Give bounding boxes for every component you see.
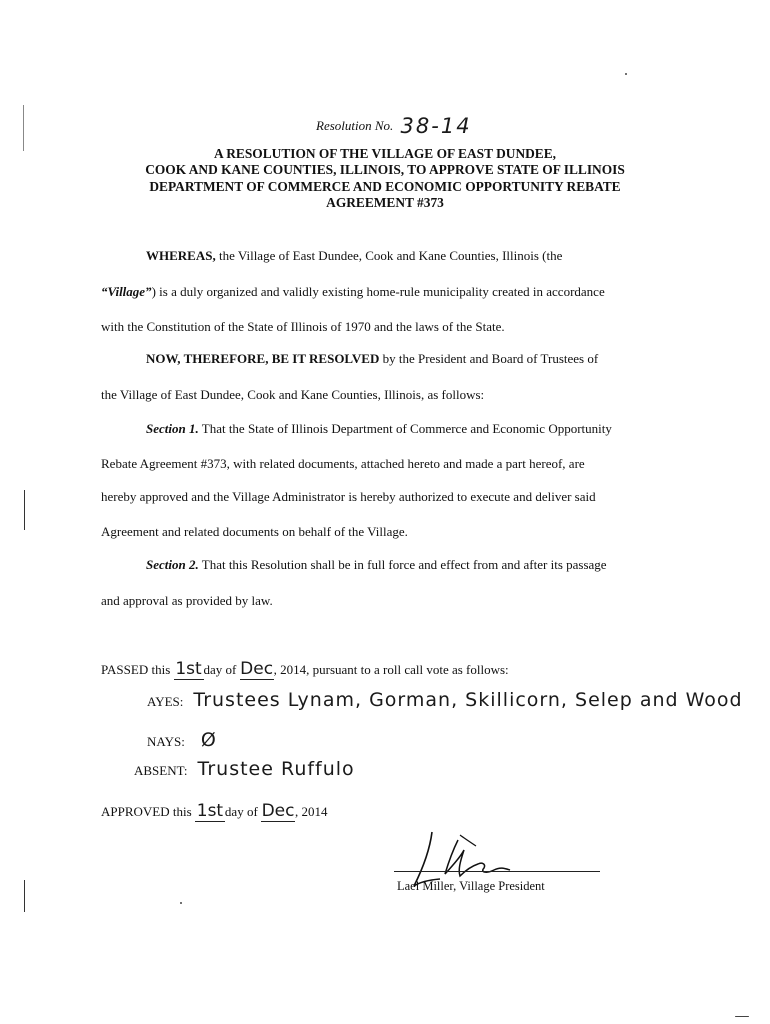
resolved-line-2 [101, 387, 484, 403]
section-1-text: Rebate Agreement #373, with related documents, attached hereto and made a part hereof, are [101, 456, 585, 471]
section-1-text: That the State of Illinois Department of Commerce and Economic Opportunity [201, 421, 612, 436]
section-1-line-1 [146, 421, 612, 437]
section-2-line-2 [101, 593, 273, 609]
passed-day-blank [174, 659, 204, 680]
resolution-title [100, 146, 670, 212]
resolution-label: Resolution No. [316, 118, 394, 133]
approved-month: Dec [261, 801, 295, 821]
signer-name: Lael Miller, Village President [397, 879, 545, 893]
whereas-lead: WHEREAS, [146, 248, 216, 263]
whereas-line-2 [101, 284, 605, 300]
section-1-label: Section 1. [146, 421, 199, 436]
approved-suffix: , 2014 [295, 804, 328, 819]
section-2-line-1 [146, 557, 607, 573]
village-defined-term: “Village” [101, 284, 152, 299]
ayes-label: AYES: [147, 694, 184, 709]
passed-month-blank [240, 659, 274, 680]
margin-mark [23, 105, 24, 151]
passed-month: Dec [240, 659, 274, 679]
margin-mark [24, 880, 25, 912]
passed-suffix: , 2014, pursuant to a roll call vote as follows: [273, 662, 509, 677]
absent-value: Trustee Ruffulo [197, 758, 355, 780]
section-1-line-4 [101, 524, 408, 540]
nays-row [147, 729, 217, 751]
whereas-line-1 [146, 248, 562, 264]
resolution-header [316, 111, 472, 138]
approved-prefix: APPROVED this [101, 804, 192, 819]
passed-line [101, 659, 509, 680]
resolved-text: by the President and Board of Trustees of [382, 351, 599, 366]
approved-day-blank [195, 801, 225, 822]
title-line: COOK AND KANE COUNTIES, ILLINOIS, TO APPROVE STATE OF ILLINOIS [145, 162, 625, 178]
resolved-line-1 [146, 351, 598, 367]
section-1-line-3 [101, 489, 596, 505]
scan-speck [180, 902, 182, 904]
nays-value: Ø [200, 729, 217, 751]
scan-speck [625, 73, 627, 75]
section-2-text: and approval as provided by law. [101, 593, 273, 608]
approved-month-blank [261, 801, 295, 822]
scan-speck [735, 1016, 749, 1017]
margin-mark [24, 490, 25, 530]
nays-label: NAYS: [147, 734, 185, 749]
resolved-text: the Village of East Dundee, Cook and Kane Counties, Illinois, as follows: [101, 387, 485, 402]
absent-row [134, 758, 355, 780]
resolution-number: 38-14 [400, 114, 472, 138]
title-line: DEPARTMENT OF COMMERCE AND ECONOMIC OPPORTUNITY REBATE [149, 178, 621, 194]
approved-day: 1st [196, 801, 224, 821]
resolved-lead: NOW, THEREFORE, BE IT RESOLVED [146, 351, 380, 366]
title-line: A RESOLUTION OF THE VILLAGE OF EAST DUNDEE, [213, 146, 557, 161]
passed-day: 1st [175, 659, 202, 679]
ayes-value: Trustees Lynam, Gorman, Skillicorn, Selep and Wood [193, 689, 743, 711]
approved-line [101, 801, 328, 822]
whereas-line-3 [101, 319, 505, 335]
section-1-text: Agreement and related documents on behalf of the Village. [101, 524, 408, 539]
section-2-text: That this Resolution shall be in full force and effect from and after its passage [201, 557, 607, 572]
whereas-text: ) is a duly organized and validly existing home-rule municipality created in accordance [151, 284, 605, 299]
whereas-text: with the Constitution of the State of Illinois of 1970 and the laws of the State. [101, 319, 505, 334]
title-line: AGREEMENT #373 [326, 195, 444, 211]
section-1-line-2 [101, 456, 585, 472]
passed-mid: day of [203, 662, 237, 677]
whereas-text: the Village of East Dundee, Cook and Kane Counties, Illinois (the [218, 248, 563, 263]
passed-prefix: PASSED this [101, 662, 171, 677]
ayes-row [147, 689, 743, 711]
section-2-label: Section 2. [146, 557, 199, 572]
approved-mid: day of [224, 804, 258, 819]
signature-line [394, 871, 600, 872]
absent-label: ABSENT: [134, 763, 188, 778]
section-1-text: hereby approved and the Village Administrator is hereby authorized to execute and deliver said [101, 489, 596, 504]
